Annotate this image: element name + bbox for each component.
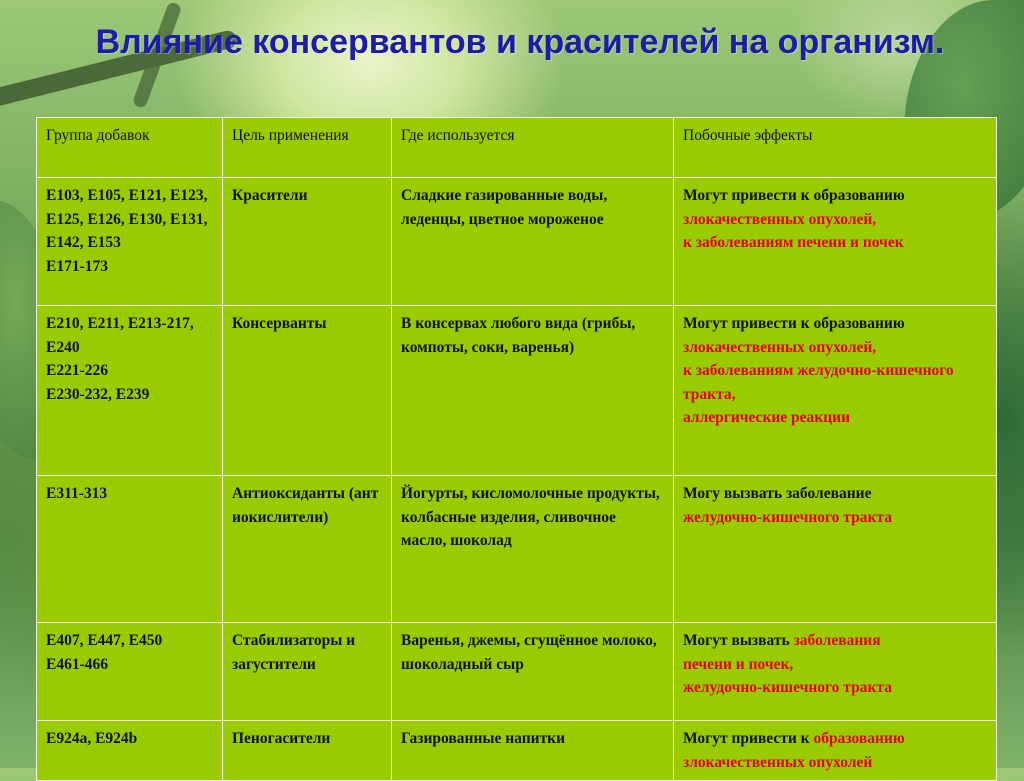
effects-text: Могут привести к образованию [683, 315, 905, 332]
cell-effects [674, 721, 997, 781]
cell-group: Е103, Е105, Е121, Е123, Е125, Е126, Е130, Е131, Е142, Е153 Е171-173 [37, 178, 223, 306]
effects-highlight: заболевания печени и почек, желудочно-кишечного тракта [683, 632, 892, 696]
header-group: Группа добавок [37, 118, 223, 178]
table-row [37, 476, 997, 623]
cell-purpose: Красители [223, 178, 392, 306]
effects-text: Могут вызвать [683, 632, 790, 649]
effects-highlight: желудочно-кишечного тракта [683, 508, 892, 526]
effects-highlight: злокачественных опухолей, к заболеваниям печени и почек [683, 210, 904, 251]
cell-usage: Газированные напитки [392, 721, 674, 781]
cell-group: Е210, Е211, Е213-217, Е240 Е221-226 Е230-232, Е239 [37, 306, 223, 476]
additives-table [36, 117, 997, 781]
header-purpose: Цель применения [223, 118, 392, 178]
effects-highlight: злокачественных опухолей, к заболеваниям желудочно-кишечного тракта, аллергические реакции [683, 338, 954, 426]
cell-usage: В консервах любого вида (грибы, компоты, соки, варенья) [392, 306, 674, 476]
header-effects: Побочные эффекты [674, 118, 997, 178]
cell-usage: Сладкие газированные воды, леденцы, цветное мороженое [392, 178, 674, 306]
page-title: Влияние консервантов и красителей на организм. [95, 23, 945, 61]
cell-usage: Варенья, джемы, сгущённое молоко, шоколадный сыр [392, 623, 674, 721]
cell-group: Е407, Е447, Е450 Е461-466 [37, 623, 223, 721]
table-row [37, 306, 997, 476]
cell-purpose: Консерванты [223, 306, 392, 476]
effects-text: Могу вызвать заболевание [683, 485, 872, 502]
table-header-row [37, 118, 997, 178]
table-row [37, 178, 997, 306]
cell-purpose: Стабилизаторы и загустители [223, 623, 392, 721]
effects-text: Могут привести к [683, 730, 810, 747]
cell-effects [674, 178, 997, 306]
table-row [37, 721, 997, 781]
cell-usage: Йогурты, кисломолочные продукты, колбасные изделия, сливочное масло, шоколад [392, 476, 674, 623]
cell-group: Е311-313 [37, 476, 223, 623]
header-usage: Где используется [392, 118, 674, 178]
cell-purpose: Пеногасители [223, 721, 392, 781]
cell-purpose: Антиоксиданты (антиокислители) [223, 476, 392, 623]
effects-highlight: образованию злокачественных опухолей [683, 730, 905, 771]
effects-text: Могут привести к образованию [683, 187, 905, 204]
cell-group: Е924а, Е924b [37, 721, 223, 781]
cell-effects [674, 306, 997, 476]
table-row [37, 623, 997, 721]
cell-effects [674, 476, 997, 623]
cell-effects [674, 623, 997, 721]
